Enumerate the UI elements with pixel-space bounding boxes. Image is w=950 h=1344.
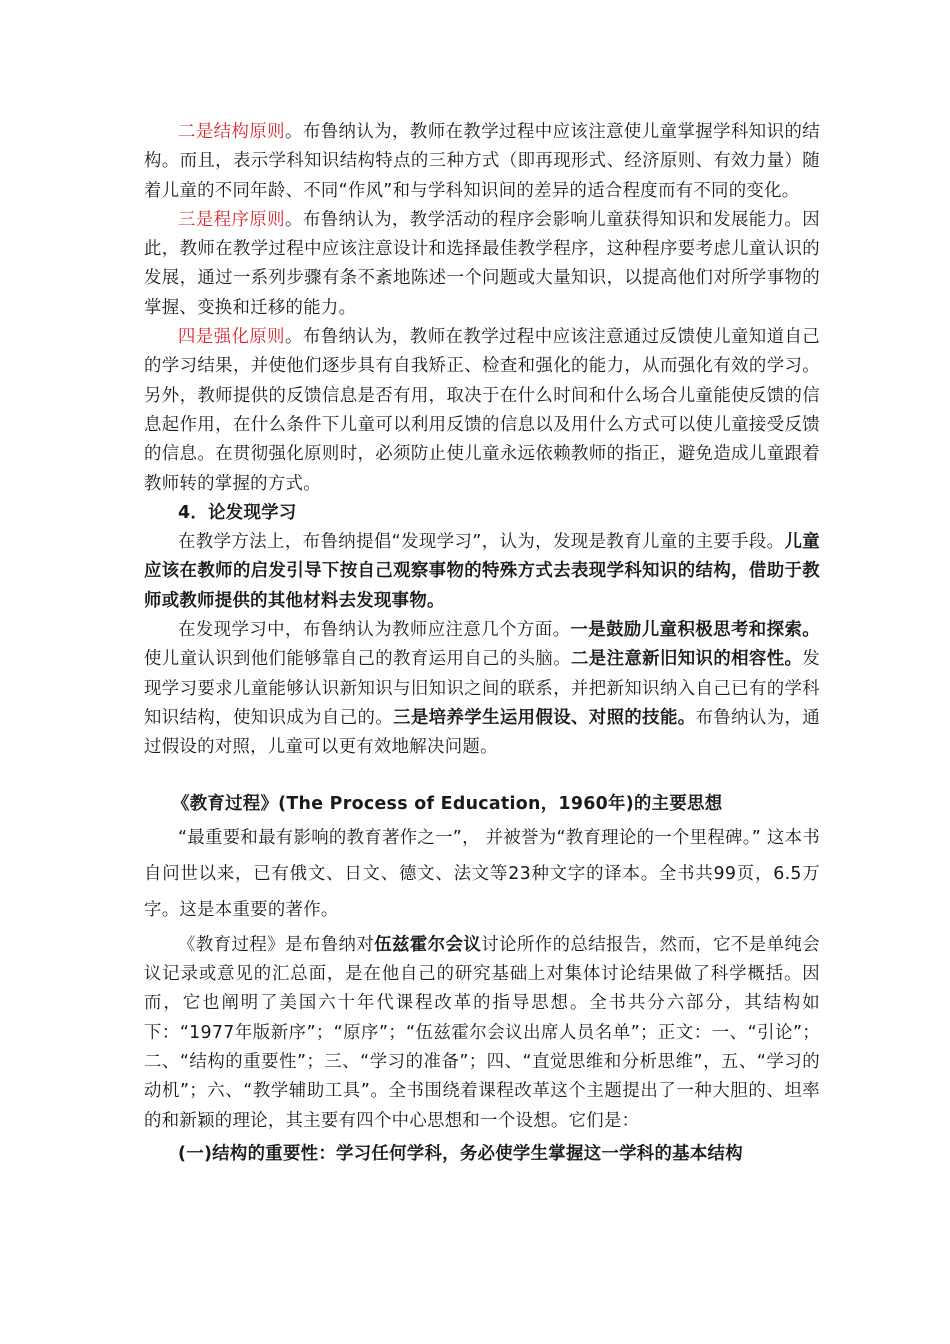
paragraph-text: 讨论所作的总结报告，然而，它不是单纯会议记录或意见的汇总面，是在他自己的研究基础上对集体讨论结果做了科学概括。因而，它也阐明了美国六十年代课程改革的指导思想。全书共分六部分，其结构如下：“1977年版新序”；“原序”；“伍兹霍尔会议出席人员名单”；正文：一、“引论”；二、“结构的重要性”；三、“学习的准备”；四、“直觉思维和分析思维”，五、“学习的动机”；六、“教学辅助工具”。全书围绕着课程改革这个主题提出了一种大胆的、坦率的和新颖的理论，其主要有四个中心思想和一个设想。它们是： — [144, 934, 821, 1131]
section-heading-discovery-learning: 4．论发现学习 — [178, 502, 297, 523]
paragraph-book-structure — [144, 931, 820, 1136]
document-body — [144, 118, 820, 1169]
bold-point-three: 三是培养学生运用假设、对照的技能。 — [393, 707, 696, 728]
paragraph-text: 《教育过程》是布鲁纳对 — [178, 934, 375, 955]
bold-point-one: 一是鼓励儿童积极思考和探索。 — [570, 620, 820, 641]
bold-point-two: 二是注意新旧知识的相容性。 — [571, 649, 803, 670]
paragraph-text: 。布鲁纳认为，教学活动的程序会影响儿童获得知识和发展能力。因此，教师在教学过程中应该注意设计和选择最佳教学程序，这种程序要考虑儿童认识的发展，通过一系列步骤有条不紊地陈述一个问题或大量知识，以提高他们对所学事物的掌握、变换和迁移的能力。 — [144, 209, 820, 318]
paragraph-book-intro: “最重要和最有影响的教育著作之一”， 并被誉为“教育理论的一个里程碑。” 这本书自问世以来，已有俄文、日文、德文、法文等23种文字的译本。全书共99页，6.5万字。这是本重要的著作。 — [144, 827, 820, 920]
paragraph-text: 发现学习要求儿童能够认识新知识与旧知识之间的联系，并把新知识纳入自己已有的学科知识结构，使知识成为自己的。 — [144, 649, 820, 728]
paragraph-procedure-principle — [144, 206, 820, 323]
subsection-heading-structure: (一)结构的重要性：学习任何学科，务必使学生掌握这一学科的基本结构 — [178, 1143, 743, 1164]
paragraph-text: 。布鲁纳认为，教师在教学过程中应该注意通过反馈使儿童知道自己的学习结果，并使他们逐步具有自我矫正、检查和强化的能力，从而强化有效的学习。另外，教师提供的反馈信息是否有用，取决于在什么时间和什么场合儿童能使反馈的信息起作用，在什么条件下儿童可以利用反馈的信息以及用什么方式可以使儿童接受反馈的信息。在贯彻强化原则时，必须防止使儿童永远依赖教师的指正，避免造成儿童跟着教师转的掌握的方式。 — [144, 327, 820, 494]
bold-conference-name: 伍兹霍尔会议 — [374, 934, 482, 955]
highlight-procedure-principle: 三是程序原则 — [178, 209, 286, 230]
paragraph-text: 在发现学习中，布鲁纳认为教师应注意几个方面。 — [178, 620, 571, 641]
paragraph-text: 布鲁纳认为，通过假设的对照，儿童可以更有效地解决问题。 — [144, 707, 821, 758]
paragraph-discovery-aspects — [144, 616, 820, 762]
highlight-structure-principle: 二是结构原则 — [178, 122, 286, 142]
paragraph-text: 在教学方法上，布鲁纳提倡“发现学习”，认为，发现是教育儿童的主要手段。 — [178, 532, 785, 553]
paragraph-text: 。布鲁纳认为，教师在教学过程中应该注意使儿童掌握学科知识的结构。而且，表示学科知识结构特点的三种方式（即再现形式、经济原则、有效力量）随着儿童的不同年龄、不同“作风”和与学科知识间的差异的适合程度而有不同的变化。 — [144, 122, 820, 201]
section-title-process-of-education: 《教育过程》(The Process of Education，1960年)的主要思想 — [172, 793, 723, 814]
highlight-reinforcement-principle: 四是强化原则 — [178, 327, 286, 348]
paragraph-reinforcement-principle — [144, 323, 820, 499]
paragraph-structure-principle — [144, 118, 820, 206]
paragraph-discovery-intro — [144, 528, 820, 616]
paragraph-text: 使儿童认识到他们能够靠自己的教育运用自己的头脑。 — [144, 649, 571, 670]
bold-statement: 儿童应该在教师的启发引导下按自己观察事物的特殊方式去表现学科知识的结构，借助于教师或教师提供的其他材料去发现事物。 — [144, 532, 820, 611]
